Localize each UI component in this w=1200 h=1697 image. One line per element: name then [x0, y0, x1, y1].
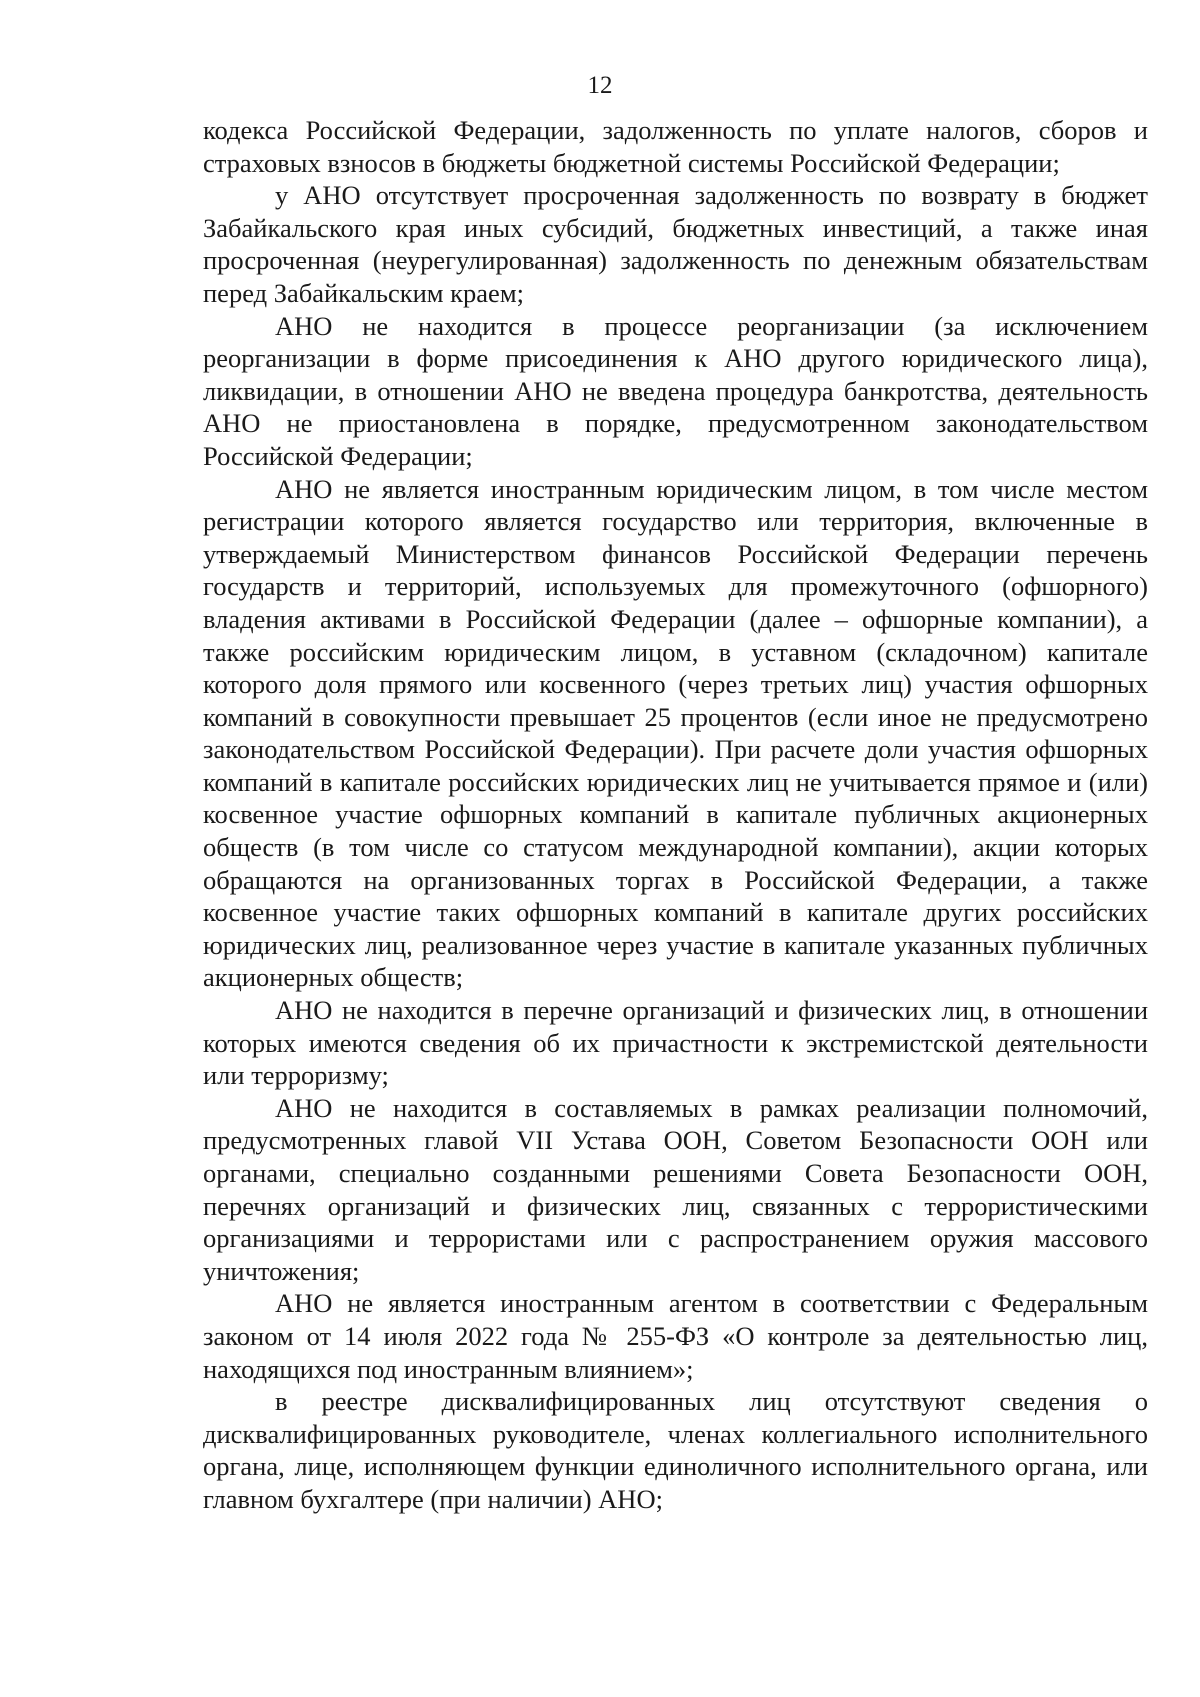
paragraph-offshore: АНО не является иностранным юридическим лицом, в том числе местом регистрации которого является государство или территория, включенные в утверждаемый Министерством финансов Российской Федерации перечень государств и территорий, используемых для промежуточного (офшорного) владения активами в Российской Федерации (далее – офшорные компании), а также российским юридическим лицом, в уставном (складочном) капитале которого доля прямого или косвенного (через третьих лиц) участия офшорных компаний в совокупности превышает 25 процентов (если иное не предусмотрено законодательством Российской Федерации). При расчете доли участия офшорных компаний в капитале российских юридических лиц не учитывается прямое и (или) косвенное участие офшорных компаний в капитале публичных акционерных обществ (в том числе со статусом международной компании), акции которых обращаются на организованных торгах в Российской Федерации, а также косвенное участие таких офшорных компаний в капитале других российских юридических лиц, реализованное через участие в капитале указанных публичных акционерных обществ;: [203, 473, 1148, 993]
paragraph-foreign-agent: АНО не является иностранным агентом в соответствии с Федеральным законом от 14 июля 2022 года № 255-ФЗ «О контроле за деятельностью лиц, находящихся под иностранным влиянием»;: [203, 1288, 1148, 1384]
paragraph-debt-zabaikalsky: у АНО отсутствует просроченная задолженность по возврату в бюджет Забайкальского края иных субсидий, бюджетных инвестиций, а также иная просроченная (неурегулированная) задолженность по денежным обязательствам перед Забайкальским краем;: [203, 180, 1148, 308]
paragraph-extremism: АНО не находится в перечне организаций и физических лиц, в отношении которых имеются сведения об их причастности к экстремистской деятельности или терроризму;: [203, 995, 1148, 1091]
paragraph-disqualified-persons: в реестре дисквалифицированных лиц отсутствуют сведения о дисквалифицированных руководителе, членах коллегиального исполнительного органа, лице, исполняющем функции единоличного исполнительного органа, или главном бухгалтере (при наличии) АНО;: [203, 1386, 1148, 1514]
paragraph-un-security-council: АНО не находится в составляемых в рамках реализации полномочий, предусмотренных главой VII Устава ООН, Советом Безопасности ООН или органами, специально созданными решениями Совета Безопасности ООН, перечнях организаций и физических лиц, связанных с террористическими организациями и террористами или с распространением оружия массового уничтожения;: [203, 1092, 1148, 1286]
paragraph-continuation: кодекса Российской Федерации, задолженность по уплате налогов, сборов и страховых взносов в бюджеты бюджетной системы Российской Федерации;: [203, 115, 1148, 178]
page-number: 12: [587, 72, 613, 99]
paragraph-reorganization: АНО не находится в процессе реорганизации (за исключением реорганизации в форме присоединения к АНО другого юридического лица), ликвидации, в отношении АНО не введена процедура банкротства, деятельность АНО не приостановлена в порядке, предусмотренном законодательством Российской Федерации;: [203, 310, 1148, 471]
document-body: [203, 114, 1148, 1516]
